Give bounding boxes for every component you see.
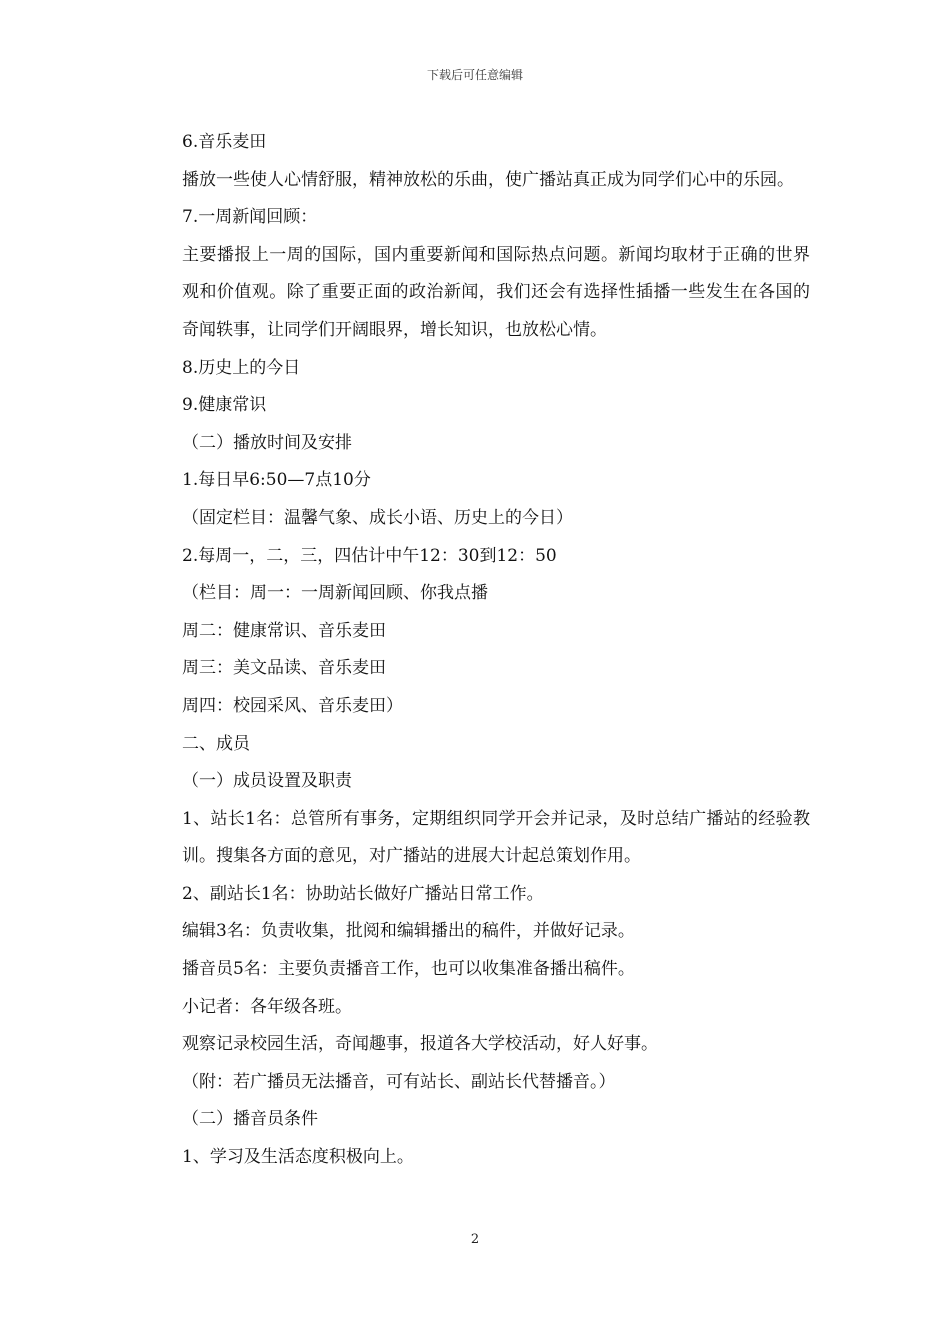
paragraph: 1、站长1名：总管所有事务，定期组织同学开会并记录，及时总结广播站的经验教训。搜集各方面的意见，对广播站的进展大计起总策划作用。 xyxy=(182,808,810,867)
paragraph: 2.每周一，二，三，四估计中午12：30到12：50 xyxy=(182,545,557,566)
paragraph: 2、副站长1名：协助站长做好广播站日常工作。 xyxy=(182,883,544,904)
paragraph: 9.健康常识 xyxy=(182,395,267,416)
paragraph: 1.每日早6:50—7点10分 xyxy=(182,470,371,491)
paragraph: 7.一周新闻回顾： xyxy=(182,207,318,228)
section-heading: （一）成员设置及职责 xyxy=(182,771,352,792)
paragraph: 8.历史上的今日 xyxy=(182,357,301,378)
paragraph: （固定栏目：温馨气象、成长小语、历史上的今日） xyxy=(182,507,573,528)
paragraph: （附：若广播员无法播音，可有站长、副站长代替播音。） xyxy=(182,1071,616,1092)
paragraph: 主要播报上一周的国际，国内重要新闻和国际热点问题。新闻均取材于正确的世界观和价值观。除了重要正面的政治新闻，我们还会有选择性插播一些发生在各国的奇闻轶事，让同学们开阔眼界，增长知识，也放松心情。 xyxy=(182,244,810,340)
header-watermark: 下载后可任意编辑 xyxy=(426,68,523,82)
paragraph: 播放一些使人心情舒服，精神放松的乐曲，使广播站真正成为同学们心中的乐园。 xyxy=(182,169,794,190)
paragraph: 6.音乐麦田 xyxy=(182,132,267,152)
paragraph: 编辑3名：负责收集，批阅和编辑播出的稿件，并做好记录。 xyxy=(182,921,635,942)
paragraph: 观察记录校园生活，奇闻趣事，报道各大学校活动，好人好事。 xyxy=(182,1034,658,1055)
section-heading: （二）播音员条件 xyxy=(182,1109,318,1130)
document-body xyxy=(145,124,810,1177)
paragraph: 1、学习及生活态度积极向上。 xyxy=(182,1147,414,1168)
page-number: 2 xyxy=(470,1232,480,1247)
paragraph: 播音员5名：主要负责播音工作，也可以收集准备播出稿件。 xyxy=(182,959,635,980)
section-heading: 二、成员 xyxy=(182,733,250,754)
paragraph: 周四：校园采风、音乐麦田） xyxy=(182,695,403,716)
paragraph: 周三：美文品读、音乐麦田 xyxy=(182,658,386,679)
section-heading: （二）播放时间及安排 xyxy=(182,432,352,453)
paragraph: （栏目：周一：一周新闻回顾、你我点播 xyxy=(182,583,488,604)
paragraph: 小记者：各年级各班。 xyxy=(182,996,352,1017)
paragraph: 周二：健康常识、音乐麦田 xyxy=(182,620,386,641)
